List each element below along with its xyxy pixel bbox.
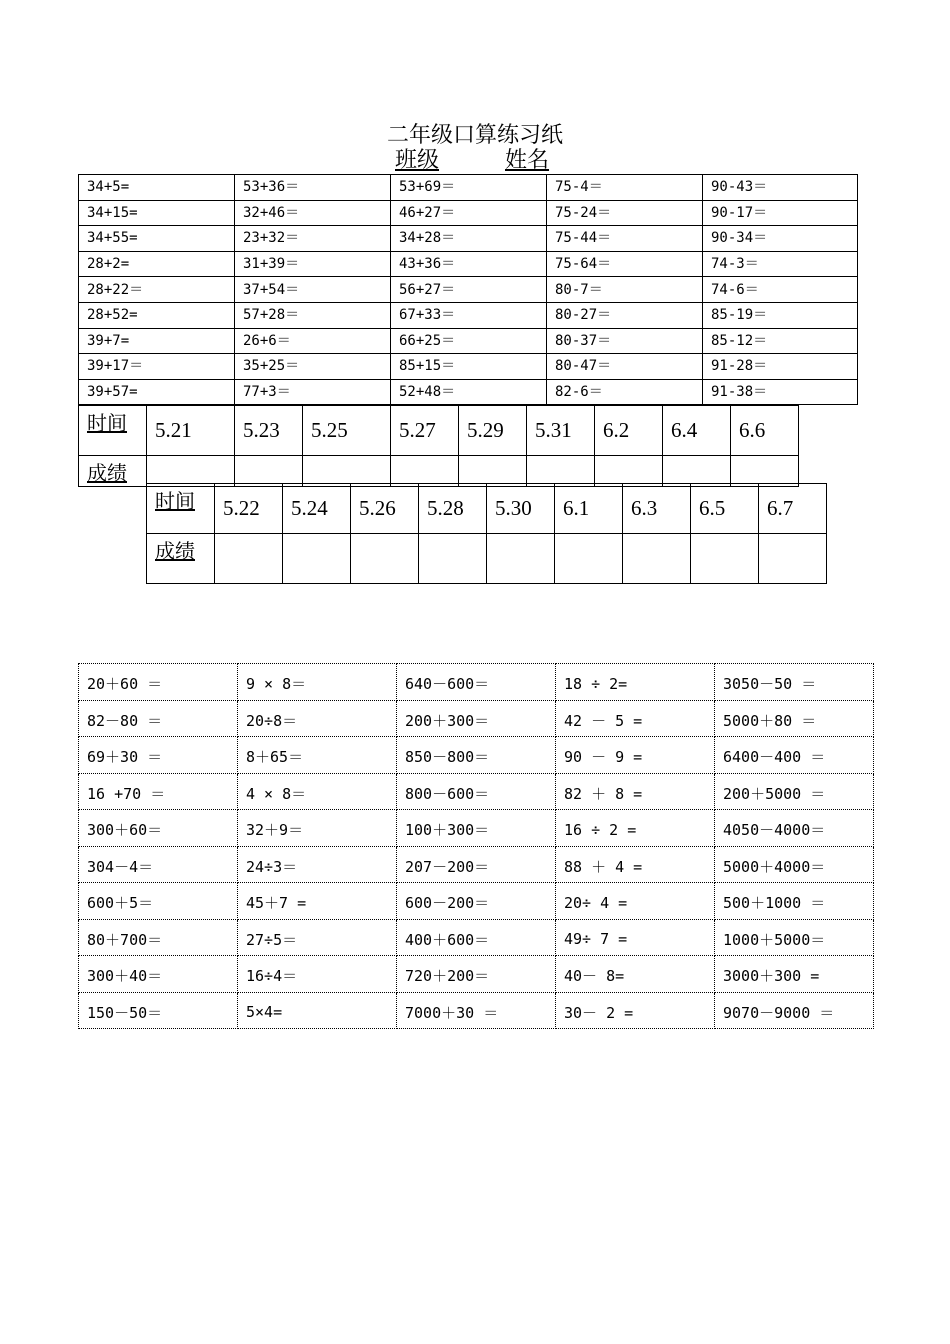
problem-cell: 80-27＝	[547, 302, 703, 328]
date-cell: 6.5	[691, 484, 759, 534]
problem-cell: 20÷ 4 =	[556, 883, 715, 920]
problem-cell: 600＋5＝	[79, 883, 238, 920]
problem-cell: 85-12＝	[703, 328, 858, 354]
problem-cell: 90 － 9 =	[556, 737, 715, 774]
problem-cell: 600－200＝	[397, 883, 556, 920]
score-label: 成绩	[79, 456, 147, 487]
problem-cell: 75-64＝	[547, 251, 703, 277]
time-label: 时间	[147, 484, 215, 534]
date-cell: 6.4	[663, 406, 731, 456]
score-cell[interactable]	[283, 534, 351, 584]
score-cell[interactable]	[459, 456, 527, 487]
problem-cell: 4050－4000＝	[715, 810, 874, 847]
problem-cell: 37+54＝	[235, 277, 391, 303]
problem-cell: 207－200＝	[397, 846, 556, 883]
problem-cell: 26+6＝	[235, 328, 391, 354]
problem-cell: 400＋600＝	[397, 919, 556, 956]
problem-cell: 49÷ 7 =	[556, 919, 715, 956]
table-row	[79, 328, 858, 354]
score-cell[interactable]	[235, 456, 303, 487]
problem-cell: 9070－9000 ＝	[715, 992, 874, 1029]
table-row	[79, 251, 858, 277]
problem-cell: 82 ＋ 8 =	[556, 773, 715, 810]
problem-cell: 304－4＝	[79, 846, 238, 883]
problem-cell: 8＋65＝	[238, 737, 397, 774]
problem-cell: 69＋30 ＝	[79, 737, 238, 774]
date-cell: 5.26	[351, 484, 419, 534]
table-row	[79, 846, 874, 883]
problem-cell: 53+36＝	[235, 175, 391, 201]
date-cell: 5.25	[303, 406, 391, 456]
problem-cell: 18 ÷ 2=	[556, 664, 715, 701]
problem-cell: 28+22＝	[79, 277, 235, 303]
table-row	[79, 664, 874, 701]
problem-cell: 43+36＝	[391, 251, 547, 277]
score-cell[interactable]	[731, 456, 799, 487]
score-cell[interactable]	[419, 534, 487, 584]
problem-cell: 75-44＝	[547, 226, 703, 252]
time-label: 时间	[79, 406, 147, 456]
date-cell: 5.31	[527, 406, 595, 456]
problem-cell: 23+32＝	[235, 226, 391, 252]
problem-cell: 32+46＝	[235, 200, 391, 226]
problem-cell: 9 × 8＝	[238, 664, 397, 701]
table-row	[79, 700, 874, 737]
problem-cell: 35+25＝	[235, 354, 391, 380]
table-row	[79, 883, 874, 920]
score-cell[interactable]	[303, 456, 391, 487]
class-label: 班级	[395, 148, 440, 173]
problem-cell: 67+33＝	[391, 302, 547, 328]
table-row	[79, 175, 858, 201]
page-title: 二年级口算练习纸	[386, 123, 563, 148]
problem-cell: 1000＋5000＝	[715, 919, 874, 956]
problem-cell: 6400－400 ＝	[715, 737, 874, 774]
date-cell: 5.30	[487, 484, 555, 534]
problem-cell: 53+69＝	[391, 175, 547, 201]
problem-cell: 5000＋4000＝	[715, 846, 874, 883]
date-cell: 5.28	[419, 484, 487, 534]
date-cell: 5.21	[147, 406, 235, 456]
arithmetic-table-1	[78, 174, 858, 405]
table-row	[79, 773, 874, 810]
problem-cell: 80-47＝	[547, 354, 703, 380]
problem-cell: 85-19＝	[703, 302, 858, 328]
date-cell: 6.7	[759, 484, 827, 534]
problem-cell: 20＋60 ＝	[79, 664, 238, 701]
problem-cell: 74-6＝	[703, 277, 858, 303]
score-cell[interactable]	[595, 456, 663, 487]
problem-cell: 28+2=	[79, 251, 235, 277]
table-row	[79, 992, 874, 1029]
date-cell: 5.24	[283, 484, 351, 534]
problem-cell: 56+27＝	[391, 277, 547, 303]
time-score-record-1	[78, 405, 799, 487]
problem-cell: 39+17＝	[79, 354, 235, 380]
date-cell: 6.3	[623, 484, 691, 534]
problem-cell: 20÷8＝	[238, 700, 397, 737]
problem-cell: 90-43＝	[703, 175, 858, 201]
date-cell: 6.2	[595, 406, 663, 456]
problem-cell: 800－600＝	[397, 773, 556, 810]
score-cell[interactable]	[527, 456, 595, 487]
table-row	[79, 919, 874, 956]
problem-cell: 57+28＝	[235, 302, 391, 328]
problem-cell: 82－80 ＝	[79, 700, 238, 737]
table-row	[79, 200, 858, 226]
problem-cell: 75-24＝	[547, 200, 703, 226]
table-row	[79, 737, 874, 774]
score-cell[interactable]	[487, 534, 555, 584]
score-cell[interactable]	[663, 456, 731, 487]
table-row	[79, 277, 858, 303]
date-cell: 5.23	[235, 406, 303, 456]
problem-cell: 39+57=	[79, 379, 235, 405]
score-label: 成绩	[147, 534, 215, 584]
problem-cell: 90-34＝	[703, 226, 858, 252]
table-row	[79, 810, 874, 847]
score-cell[interactable]	[555, 534, 623, 584]
score-cell[interactable]	[351, 534, 419, 584]
problem-cell: 16 ÷ 2 =	[556, 810, 715, 847]
problem-cell: 32＋9＝	[238, 810, 397, 847]
name-label: 姓名	[505, 148, 550, 173]
problem-cell: 16 +70 ＝	[79, 773, 238, 810]
score-cell[interactable]	[147, 456, 235, 487]
problem-cell: 7000＋30 ＝	[397, 992, 556, 1029]
problem-cell: 5×4=	[238, 992, 397, 1029]
problem-cell: 640－600＝	[397, 664, 556, 701]
problem-cell: 300＋40＝	[79, 956, 238, 993]
arithmetic-table-2	[78, 663, 874, 1029]
time-score-record-2	[146, 483, 827, 584]
score-cell[interactable]	[691, 534, 759, 584]
problem-cell: 88 ＋ 4 =	[556, 846, 715, 883]
problem-cell: 42 － 5 =	[556, 700, 715, 737]
date-cell: 5.27	[391, 406, 459, 456]
problem-cell: 3050－50 ＝	[715, 664, 874, 701]
problem-cell: 74-3＝	[703, 251, 858, 277]
problem-cell: 27÷5＝	[238, 919, 397, 956]
problem-cell: 31+39＝	[235, 251, 391, 277]
date-cell: 5.29	[459, 406, 527, 456]
problem-cell: 24÷3＝	[238, 846, 397, 883]
problem-cell: 80＋700＝	[79, 919, 238, 956]
problem-cell: 45＋7 =	[238, 883, 397, 920]
problem-cell: 34+55=	[79, 226, 235, 252]
score-cell[interactable]	[759, 534, 827, 584]
problem-cell: 850－800＝	[397, 737, 556, 774]
problem-cell: 91-28＝	[703, 354, 858, 380]
table-row	[79, 354, 858, 380]
problem-cell: 34+28＝	[391, 226, 547, 252]
table-row	[79, 226, 858, 252]
problem-cell: 5000＋80 ＝	[715, 700, 874, 737]
problem-cell: 91-38＝	[703, 379, 858, 405]
problem-cell: 34+15=	[79, 200, 235, 226]
score-cell[interactable]	[215, 534, 283, 584]
problem-cell: 52+48＝	[391, 379, 547, 405]
date-cell: 6.6	[731, 406, 799, 456]
table-row	[79, 956, 874, 993]
problem-cell: 3000＋300 =	[715, 956, 874, 993]
problem-cell: 34+5=	[79, 175, 235, 201]
problem-cell: 66+25＝	[391, 328, 547, 354]
problem-cell: 720＋200＝	[397, 956, 556, 993]
score-cell[interactable]	[391, 456, 459, 487]
problem-cell: 39+7=	[79, 328, 235, 354]
problem-cell: 75-4＝	[547, 175, 703, 201]
problem-cell: 200＋5000 ＝	[715, 773, 874, 810]
date-cell: 6.1	[555, 484, 623, 534]
problem-cell: 80-7＝	[547, 277, 703, 303]
problem-cell: 28+52=	[79, 302, 235, 328]
score-cell[interactable]	[623, 534, 691, 584]
problem-cell: 500＋1000 ＝	[715, 883, 874, 920]
problem-cell: 90-17＝	[703, 200, 858, 226]
problem-cell: 16÷4＝	[238, 956, 397, 993]
problem-cell: 100＋300＝	[397, 810, 556, 847]
problem-cell: 46+27＝	[391, 200, 547, 226]
problem-cell: 82-6＝	[547, 379, 703, 405]
problem-cell: 150－50＝	[79, 992, 238, 1029]
problem-cell: 4 × 8＝	[238, 773, 397, 810]
date-cell: 5.22	[215, 484, 283, 534]
problem-cell: 77+3＝	[235, 379, 391, 405]
problem-cell: 300＋60＝	[79, 810, 238, 847]
class-name-line	[395, 147, 549, 175]
problem-cell: 85+15＝	[391, 354, 547, 380]
table-row	[79, 379, 858, 405]
problem-cell: 200＋300＝	[397, 700, 556, 737]
problem-cell: 80-37＝	[547, 328, 703, 354]
table-row	[79, 302, 858, 328]
problem-cell: 40－ 8=	[556, 956, 715, 993]
problem-cell: 30－ 2 =	[556, 992, 715, 1029]
